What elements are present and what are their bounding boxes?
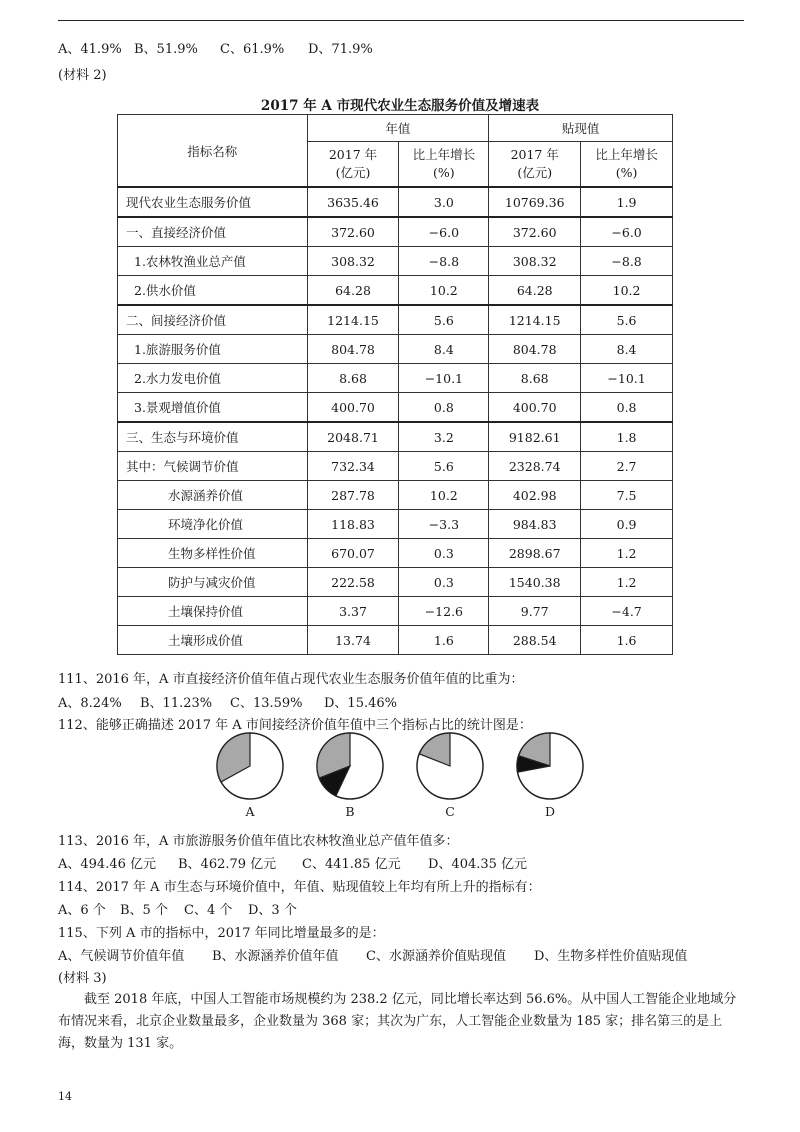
option: D、15.46% xyxy=(324,696,397,711)
cell: 5.6 xyxy=(581,305,673,335)
cell: 732.34 xyxy=(307,452,399,481)
pie-chart xyxy=(314,730,386,802)
row-name: 1.农林牧渔业总产值 xyxy=(118,247,308,276)
pie-label: D xyxy=(544,804,556,819)
row-name: 一、直接经济价值 xyxy=(118,217,308,247)
row-name: 2.供水价值 xyxy=(118,276,308,306)
row-name: 土壤形成价值 xyxy=(118,626,308,655)
question-112: 112、能够正确描述 2017 年 A 市间接经济价值年值中三个指标占比的统计图是： xyxy=(58,718,532,733)
cell: 9182.61 xyxy=(489,422,581,452)
cell: 10769.36 xyxy=(489,187,581,217)
option: C、441.85 亿元 xyxy=(302,857,401,872)
option: A、气候调节价值年值 xyxy=(58,949,185,964)
option: A、41.9% xyxy=(58,42,122,57)
cell: 10.2 xyxy=(581,276,673,306)
cell: 308.32 xyxy=(489,247,581,276)
option: D、404.35 亿元 xyxy=(428,857,528,872)
question-115: 115、下列 A 市的指标中，2017 年同比增量最多的是： xyxy=(58,926,385,941)
cell: 3.0 xyxy=(399,187,489,217)
table-row xyxy=(118,597,673,626)
pie-option-b xyxy=(314,730,386,820)
cell: 8.68 xyxy=(489,364,581,393)
q113-options xyxy=(58,853,527,872)
header-growth: 比上年增长 xyxy=(595,147,658,162)
pie-slices xyxy=(217,733,283,799)
table-row xyxy=(118,305,673,335)
pie-slices xyxy=(317,733,383,799)
header-row xyxy=(118,115,673,142)
option: A、6 个 xyxy=(58,903,106,918)
table-row xyxy=(118,452,673,481)
cell: 0.8 xyxy=(399,393,489,423)
cell: 5.6 xyxy=(399,305,489,335)
header-growth: 比上年增长 xyxy=(412,147,476,162)
cell: 64.28 xyxy=(489,276,581,306)
row-name: 水源涵养价值 xyxy=(118,481,308,510)
table-row xyxy=(118,247,673,276)
option: C、13.59% xyxy=(230,696,303,711)
pie-option-c xyxy=(414,730,486,820)
pie-slices xyxy=(417,733,483,799)
q115-options xyxy=(58,945,687,964)
option: C、61.9% xyxy=(220,42,285,57)
cell: 372.60 xyxy=(489,217,581,247)
option: C、水源涵养价值贴现值 xyxy=(366,949,506,964)
cell: 1540.38 xyxy=(489,568,581,597)
cell: 804.78 xyxy=(307,335,399,364)
pie-label: A xyxy=(245,804,255,819)
cell: −10.1 xyxy=(399,364,489,393)
question-111: 111、2016 年，A 市直接经济价值年值占现代农业生态服务价值年值的比重为： xyxy=(58,672,524,687)
option: B、11.23% xyxy=(140,696,213,711)
pie-option-d xyxy=(514,730,586,820)
table-row xyxy=(118,393,673,423)
cell: −6.0 xyxy=(399,217,489,247)
cell: 3.37 xyxy=(307,597,399,626)
table-title: 2017 年 A 市现代农业生态服务价值及增速表 xyxy=(260,98,540,114)
cell: 9.77 xyxy=(489,597,581,626)
option: D、生物多样性价值贴现值 xyxy=(534,949,688,964)
row-name: 防护与减灾价值 xyxy=(118,568,308,597)
pie-label: C xyxy=(445,804,455,819)
cell: 984.83 xyxy=(489,510,581,539)
cell: −3.3 xyxy=(399,510,489,539)
cell: 372.60 xyxy=(307,217,399,247)
pie-slices xyxy=(517,733,583,799)
cell: 1214.15 xyxy=(489,305,581,335)
header-unit: (亿元) xyxy=(335,165,371,180)
pie-chart xyxy=(414,730,486,802)
pie-chart xyxy=(214,730,286,802)
q110-options xyxy=(58,38,373,57)
cell: 222.58 xyxy=(307,568,399,597)
value-table xyxy=(117,114,673,655)
cell: 0.3 xyxy=(399,568,489,597)
cell: 288.54 xyxy=(489,626,581,655)
option: B、5 个 xyxy=(120,903,168,918)
row-name: 生物多样性价值 xyxy=(118,539,308,568)
cell: 1.2 xyxy=(581,568,673,597)
row-name: 其中：气候调节价值 xyxy=(118,452,308,481)
cell: 10.2 xyxy=(399,481,489,510)
pie-chart xyxy=(514,730,586,802)
cell: 400.70 xyxy=(489,393,581,423)
cell: 2.7 xyxy=(581,452,673,481)
option: B、462.79 亿元 xyxy=(178,857,277,872)
header-unit: (%) xyxy=(433,165,455,180)
header-rule xyxy=(58,20,744,21)
cell: 1.8 xyxy=(581,422,673,452)
header-year: 2017 年 xyxy=(510,147,559,162)
cell: 804.78 xyxy=(489,335,581,364)
cell: 1.9 xyxy=(581,187,673,217)
row-name: 2.水力发电价值 xyxy=(118,364,308,393)
header-cell xyxy=(307,142,399,188)
cell: 118.83 xyxy=(307,510,399,539)
table-row xyxy=(118,276,673,306)
cell: 0.3 xyxy=(399,539,489,568)
option: A、494.46 亿元 xyxy=(58,857,157,872)
q114-options xyxy=(58,899,297,918)
table-row xyxy=(118,481,673,510)
cell: 13.74 xyxy=(307,626,399,655)
option: D、3 个 xyxy=(248,903,297,918)
table-row xyxy=(118,364,673,393)
q111-options xyxy=(58,692,397,711)
cell: 5.6 xyxy=(399,452,489,481)
cell: 1214.15 xyxy=(307,305,399,335)
question-113: 113、2016 年，A 市旅游服务价值年值比农林牧渔业总产值年值多： xyxy=(58,834,459,849)
option: B、51.9% xyxy=(134,42,198,57)
header-annual: 年值 xyxy=(307,115,489,142)
cell: −10.1 xyxy=(581,364,673,393)
cell: −8.8 xyxy=(399,247,489,276)
row-name: 三、生态与环境价值 xyxy=(118,422,308,452)
header-cell xyxy=(581,142,673,188)
table-row xyxy=(118,539,673,568)
row-name: 3.景观增值价值 xyxy=(118,393,308,423)
page-number: 14 xyxy=(58,1090,72,1103)
cell: 3.2 xyxy=(399,422,489,452)
option: D、71.9% xyxy=(308,42,373,57)
cell: 400.70 xyxy=(307,393,399,423)
header-discount: 贴现值 xyxy=(489,115,673,142)
table-row xyxy=(118,626,673,655)
cell: 8.4 xyxy=(581,335,673,364)
material-2-label: (材料 2) xyxy=(58,68,107,83)
cell: 287.78 xyxy=(307,481,399,510)
material-3-label: (材料 3) xyxy=(58,971,107,986)
cell: −8.8 xyxy=(581,247,673,276)
table-row xyxy=(118,422,673,452)
row-name: 二、间接经济价值 xyxy=(118,305,308,335)
option: C、4 个 xyxy=(184,903,233,918)
table-row xyxy=(118,568,673,597)
cell: 0.8 xyxy=(581,393,673,423)
header-cell xyxy=(489,142,581,188)
header-unit: (亿元) xyxy=(517,165,553,180)
cell: 670.07 xyxy=(307,539,399,568)
header-unit: (%) xyxy=(615,165,638,180)
header-indicator: 指标名称 xyxy=(118,115,308,188)
table-row xyxy=(118,335,673,364)
table-row xyxy=(118,217,673,247)
cell: 402.98 xyxy=(489,481,581,510)
question-114: 114、2017 年 A 市生态与环境价值中，年值、贴现值较上年均有所上升的指标有： xyxy=(58,880,541,895)
pie-label: B xyxy=(345,804,355,819)
cell: 8.68 xyxy=(307,364,399,393)
cell: −6.0 xyxy=(581,217,673,247)
header-cell xyxy=(399,142,489,188)
cell: 8.4 xyxy=(399,335,489,364)
cell: 0.9 xyxy=(581,510,673,539)
cell: 1.2 xyxy=(581,539,673,568)
row-name: 环境净化价值 xyxy=(118,510,308,539)
cell: 308.32 xyxy=(307,247,399,276)
cell: 2048.71 xyxy=(307,422,399,452)
material-3-text: 截至 2018 年底，中国人工智能市场规模约为 238.2 亿元，同比增长率达到 56.6%。从中国人工智能企业地域分布情况来看，北京企业数量最多，企业数量为 368 家；其次为广东，人工智能企业数量为 185 家；排名第三的是上海，数量为 131 家。 xyxy=(58,992,737,1051)
cell: 3635.46 xyxy=(307,187,399,217)
cell: 10.2 xyxy=(399,276,489,306)
cell: −4.7 xyxy=(581,597,673,626)
cell: 64.28 xyxy=(307,276,399,306)
row-name: 土壤保持价值 xyxy=(118,597,308,626)
cell: 1.6 xyxy=(399,626,489,655)
row-name: 1.旅游服务价值 xyxy=(118,335,308,364)
cell: −12.6 xyxy=(399,597,489,626)
row-name: 现代农业生态服务价值 xyxy=(118,187,308,217)
cell: 7.5 xyxy=(581,481,673,510)
header-year: 2017 年 xyxy=(328,147,378,162)
table-row xyxy=(118,510,673,539)
option: A、8.24% xyxy=(58,696,122,711)
pie-option-a xyxy=(214,730,286,820)
table-row xyxy=(118,187,673,217)
cell: 2898.67 xyxy=(489,539,581,568)
cell: 1.6 xyxy=(581,626,673,655)
cell: 2328.74 xyxy=(489,452,581,481)
option: B、水源涵养价值年值 xyxy=(212,949,339,964)
